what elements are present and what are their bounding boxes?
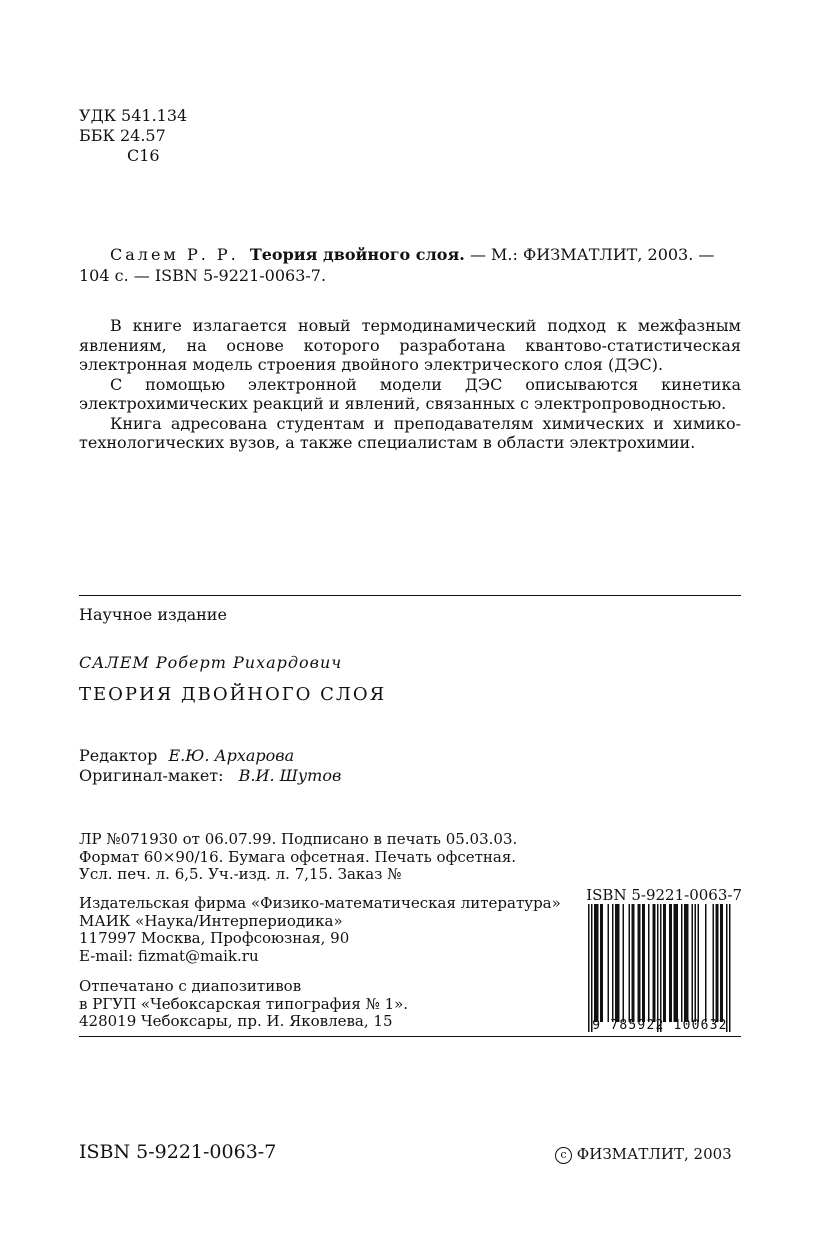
citation-line-1 bbox=[110, 245, 714, 265]
barcode-bar bbox=[716, 904, 719, 1022]
barcode-bar bbox=[588, 904, 590, 1032]
abstract-paragraph: С помощью электронной модели ДЭС описываются кинетика электрохимических реакций и явлений, связанных с электропроводностью. bbox=[79, 374, 741, 413]
barcode-bar bbox=[657, 904, 659, 1032]
editor-name: Е.Ю. Архарова bbox=[168, 746, 295, 765]
barcode-bar bbox=[648, 904, 650, 1022]
publisher-line: МАИК «Наука/Интерпериодика» bbox=[79, 911, 343, 930]
imprint-bottom-rule bbox=[79, 1036, 741, 1037]
barcode-isbn-label: ISBN 5-9221-0063-7 bbox=[586, 886, 742, 904]
abstract-paragraph: Книга адресована студентам и преподавателям химических и химико-технологических вузов, а также специалистам в области электрохимии. bbox=[79, 413, 741, 452]
copyright-icon: c bbox=[555, 1147, 572, 1164]
barcode-bar bbox=[695, 904, 697, 1022]
barcode-bar bbox=[612, 904, 614, 1022]
barcode-bar bbox=[623, 904, 625, 1022]
citation-rest-1: — М.: ФИЗМАТЛИТ, 2003. — bbox=[464, 245, 715, 264]
barcode-bars bbox=[578, 904, 742, 1036]
citation-author: Салем Р. Р. bbox=[110, 245, 239, 264]
barcode-bar bbox=[660, 904, 662, 1032]
printer-line: в РГУП «Чебоксарская типография № 1». bbox=[79, 994, 409, 1013]
detail-line: Усл. печ. л. 6,5. Уч.-изд. л. 7,15. Заказ № bbox=[79, 865, 402, 883]
printer-line: 428019 Чебоксары, пр. И. Яковлева, 15 bbox=[79, 1012, 393, 1030]
barcode-bar bbox=[642, 904, 645, 1022]
footer-isbn: ISBN 5-9221-0063-7 bbox=[79, 1141, 277, 1163]
layout-line bbox=[79, 766, 341, 785]
barcode-bar bbox=[632, 904, 635, 1022]
detail-line: ЛР №071930 от 06.07.99. Подписано в печать 05.03.03. bbox=[79, 830, 518, 848]
barcode-bar bbox=[615, 904, 620, 1022]
isbn-barcode bbox=[578, 886, 742, 1033]
layout-label: Оригинал-макет: bbox=[79, 766, 224, 785]
publisher-line: E-mail: fizmat@maik.ru bbox=[79, 946, 259, 965]
print-details bbox=[79, 831, 517, 884]
barcode-bar bbox=[638, 904, 641, 1022]
citation-title: Теория двойного слоя. bbox=[249, 245, 465, 264]
barcode-bar bbox=[669, 904, 672, 1022]
publisher-line: 117997 Москва, Профсоюзная, 90 bbox=[79, 929, 350, 947]
barcode-bar bbox=[684, 904, 689, 1022]
imprint-book-title: ТЕОРИЯ ДВОЙНОГО СЛОЯ bbox=[79, 684, 387, 705]
abstract bbox=[79, 316, 741, 453]
barcode-bar bbox=[692, 904, 694, 1022]
barcode-bar bbox=[600, 904, 603, 1022]
barcode-bar bbox=[608, 904, 610, 1022]
barcode-bar bbox=[663, 904, 666, 1022]
bbk-code: ББК 24.57 bbox=[79, 126, 166, 145]
barcode-bar bbox=[705, 904, 707, 1022]
barcode-bar bbox=[591, 904, 593, 1032]
layout-name: В.И. Шутов bbox=[238, 766, 342, 785]
abstract-paragraph: В книге излагается новый термодинамический подход к межфазным явлениям, на основе которого разработана квантово-статистическая электронная модель строения двойного электрического слоя (ДЭС). bbox=[79, 316, 741, 374]
barcode-bar bbox=[698, 904, 700, 1022]
editor-label: Редактор bbox=[79, 746, 158, 765]
barcode-bar bbox=[681, 904, 683, 1022]
udk-code: УДК 541.134 bbox=[79, 106, 188, 125]
imprint-author: САЛЕМ Роберт Рихардович bbox=[79, 653, 343, 672]
barcode-bar bbox=[726, 904, 728, 1032]
barcode-bar bbox=[720, 904, 723, 1022]
printer-line: Отпечатано с диапозитивов bbox=[79, 977, 302, 995]
copyright-text: ФИЗМАТЛИТ, 2003 bbox=[576, 1145, 732, 1163]
footer-copyright bbox=[555, 1145, 732, 1164]
barcode-bar bbox=[713, 904, 715, 1022]
barcode-bar bbox=[653, 904, 656, 1022]
publisher-info bbox=[79, 895, 561, 965]
imprint-top-rule bbox=[79, 595, 741, 596]
citation-line-2: 104 с. — ISBN 5-9221-0063-7. bbox=[79, 266, 327, 285]
author-mark: С16 bbox=[127, 146, 160, 165]
publisher-line: Издательская фирма «Физико-математическая литература» bbox=[79, 894, 561, 912]
detail-line: Формат 60×90/16. Бумага офсетная. Печать офсетная. bbox=[79, 847, 517, 866]
barcode-digits: 9 785922 100632 bbox=[578, 1018, 742, 1033]
barcode-bar bbox=[629, 904, 631, 1022]
barcode-bar bbox=[594, 904, 599, 1022]
barcode-bar bbox=[729, 904, 731, 1032]
printer-info bbox=[79, 978, 408, 1031]
editor-line bbox=[79, 746, 294, 765]
barcode-bar bbox=[674, 904, 679, 1022]
edition-type: Научное издание bbox=[79, 605, 227, 624]
